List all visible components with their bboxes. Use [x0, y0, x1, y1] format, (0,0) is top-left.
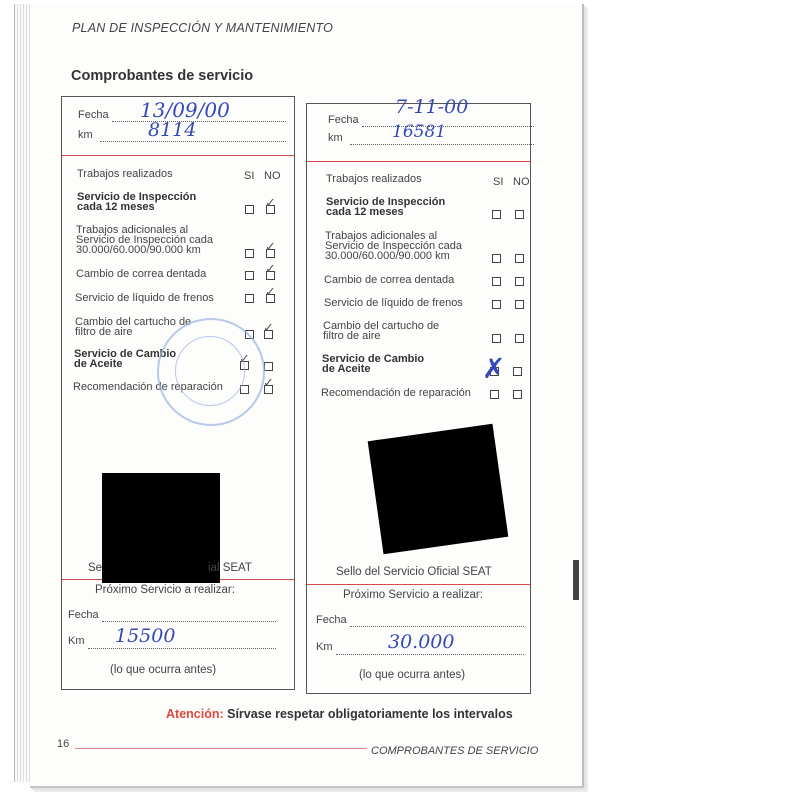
card1-fecha-handwritten: 13/09/00 — [140, 98, 230, 122]
card1-cb-no-6[interactable] — [264, 362, 273, 371]
card1-check-si-6-icon: ✓ — [239, 352, 250, 367]
card2-fecha-label: Fecha — [328, 114, 359, 126]
card2-cb-no-3[interactable] — [515, 277, 524, 286]
card2-item-adicionales: Trabajos adicionales al Servicio de Inspección cada 30.000/60.000/90.000 km — [325, 230, 462, 262]
card1-trabajos-heading: Trabajos realizados — [77, 168, 173, 180]
card1-proximo-heading: Próximo Servicio a realizar: — [95, 584, 235, 596]
card1-item-frenos: Servicio de líquido de frenos — [75, 292, 214, 304]
card2-proximo-heading: Próximo Servicio a realizar: — [343, 589, 483, 601]
card1-next-fecha-label: Fecha — [68, 609, 99, 621]
card1-item-correa: Cambio de correa dentada — [76, 268, 207, 280]
card2-sello-label: Sello del Servicio Oficial SEAT — [336, 566, 492, 578]
card1-next-km-label: Km — [68, 635, 85, 647]
card1-redaction — [102, 473, 220, 583]
footer-divider — [75, 748, 367, 749]
footer-section-title: COMPROBANTES DE SERVICIO — [371, 745, 539, 757]
card2-cb-si-5[interactable] — [492, 334, 501, 343]
card1-next-km-line — [88, 648, 276, 649]
card1-cb-si-4[interactable] — [245, 294, 254, 303]
attention-message: Sírvase respetar obligatoriamente los intervalos — [227, 707, 513, 721]
card2-item-frenos: Servicio de líquido de frenos — [324, 297, 463, 309]
card2-no-heading: NO — [513, 176, 530, 188]
card1-item-adicionales: Trabajos adicionales al Servicio de Inspección cada 30.000/60.000/90.000 km — [76, 224, 213, 256]
page-header: PLAN DE INSPECCIÓN Y MANTENIMIENTO — [72, 21, 334, 35]
card1-check-no-2-icon: ✓ — [265, 240, 276, 255]
card2-next-fecha-label: Fecha — [316, 614, 347, 626]
card1-cb-si-1[interactable] — [245, 205, 254, 214]
card2-cb-si-4[interactable] — [492, 300, 501, 309]
card1-check-no-1-icon: ✓ — [265, 196, 276, 211]
card2-fecha-line — [362, 126, 534, 127]
card1-si-heading: SI — [244, 170, 255, 182]
page-title: Comprobantes de servicio — [71, 68, 254, 84]
card1-km-handwritten: 8114 — [148, 119, 197, 141]
card2-km-line — [350, 144, 534, 145]
card1-fecha-label: Fecha — [78, 109, 109, 121]
card1-lo-que-ocurra: (lo que ocurra antes) — [110, 664, 217, 676]
card2-next-fecha-line — [350, 626, 524, 627]
card1-check-no-4-icon: ✓ — [265, 285, 276, 300]
card1-workshop-stamp-inner — [175, 336, 245, 406]
card2-cb-si-7[interactable] — [490, 390, 499, 399]
card2-next-km-handwritten: 30.000 — [388, 631, 455, 653]
card2-km-label: km — [328, 132, 343, 144]
card2-cb-no-6[interactable] — [513, 367, 522, 376]
card2-item-filtro: Cambio del cartucho de filtro de aire — [323, 320, 440, 342]
card2-cb-no-2[interactable] — [515, 254, 524, 263]
card2-km-handwritten: 16581 — [392, 122, 447, 142]
card2-item-aceite: Servicio de Cambio de Aceite — [322, 353, 425, 375]
card2-cb-si-2[interactable] — [492, 254, 501, 263]
card1-km-label: km — [78, 129, 93, 141]
card2-cross-si-6-icon: ✗ — [482, 352, 506, 385]
card1-next-km-handwritten: 15500 — [115, 625, 176, 647]
card2-trabajos-heading: Trabajos realizados — [326, 173, 422, 185]
card2-cb-no-4[interactable] — [515, 300, 524, 309]
card2-next-km-label: Km — [316, 641, 333, 653]
card2-lo-que-ocurra: (lo que ocurra antes) — [359, 669, 466, 681]
card2-item-correa: Cambio de correa dentada — [324, 274, 455, 286]
card2-item-inspeccion: Servicio de Inspección cada 12 meses — [326, 196, 446, 218]
card2-fecha-handwritten: 7-11-00 — [395, 96, 469, 118]
card1-cb-si-2[interactable] — [245, 249, 254, 258]
card2-cb-no-7[interactable] — [513, 390, 522, 399]
page-number: 16 — [57, 738, 70, 750]
card1-check-no-5-icon: ✓ — [263, 321, 274, 336]
card1-no-heading: NO — [264, 170, 281, 182]
card2-next-km-line — [336, 654, 524, 655]
card1-cb-si-3[interactable] — [245, 271, 254, 280]
card2-redaction — [368, 424, 509, 554]
card1-km-line — [100, 141, 286, 142]
card2-cb-si-3[interactable] — [492, 277, 501, 286]
binding-strip — [573, 560, 579, 600]
card2-si-heading: SI — [493, 176, 504, 188]
card2-item-reparacion: Recomendación de reparación — [321, 387, 471, 399]
card1-item-reparacion: Recomendación de reparación — [73, 381, 223, 393]
attention-note — [166, 707, 513, 721]
card2-cb-si-1[interactable] — [492, 210, 501, 219]
card1-item-filtro: Cambio del cartucho de filtro de aire — [75, 316, 192, 338]
card2-cb-no-1[interactable] — [515, 210, 524, 219]
card1-check-no-7-icon: ✓ — [263, 376, 274, 391]
card1-sello-right: ial SEAT — [208, 562, 252, 574]
card1-next-fecha-line — [102, 621, 276, 622]
card1-check-no-3-icon: ✓ — [265, 262, 276, 277]
attention-label: Atención: — [166, 707, 224, 721]
card1-item-aceite: Servicio de Cambio de Aceite — [74, 348, 177, 370]
card1-item-inspeccion: Servicio de Inspección cada 12 meses — [77, 191, 197, 213]
card1-sello-left: Se — [88, 562, 103, 574]
card2-cb-no-5[interactable] — [515, 334, 524, 343]
